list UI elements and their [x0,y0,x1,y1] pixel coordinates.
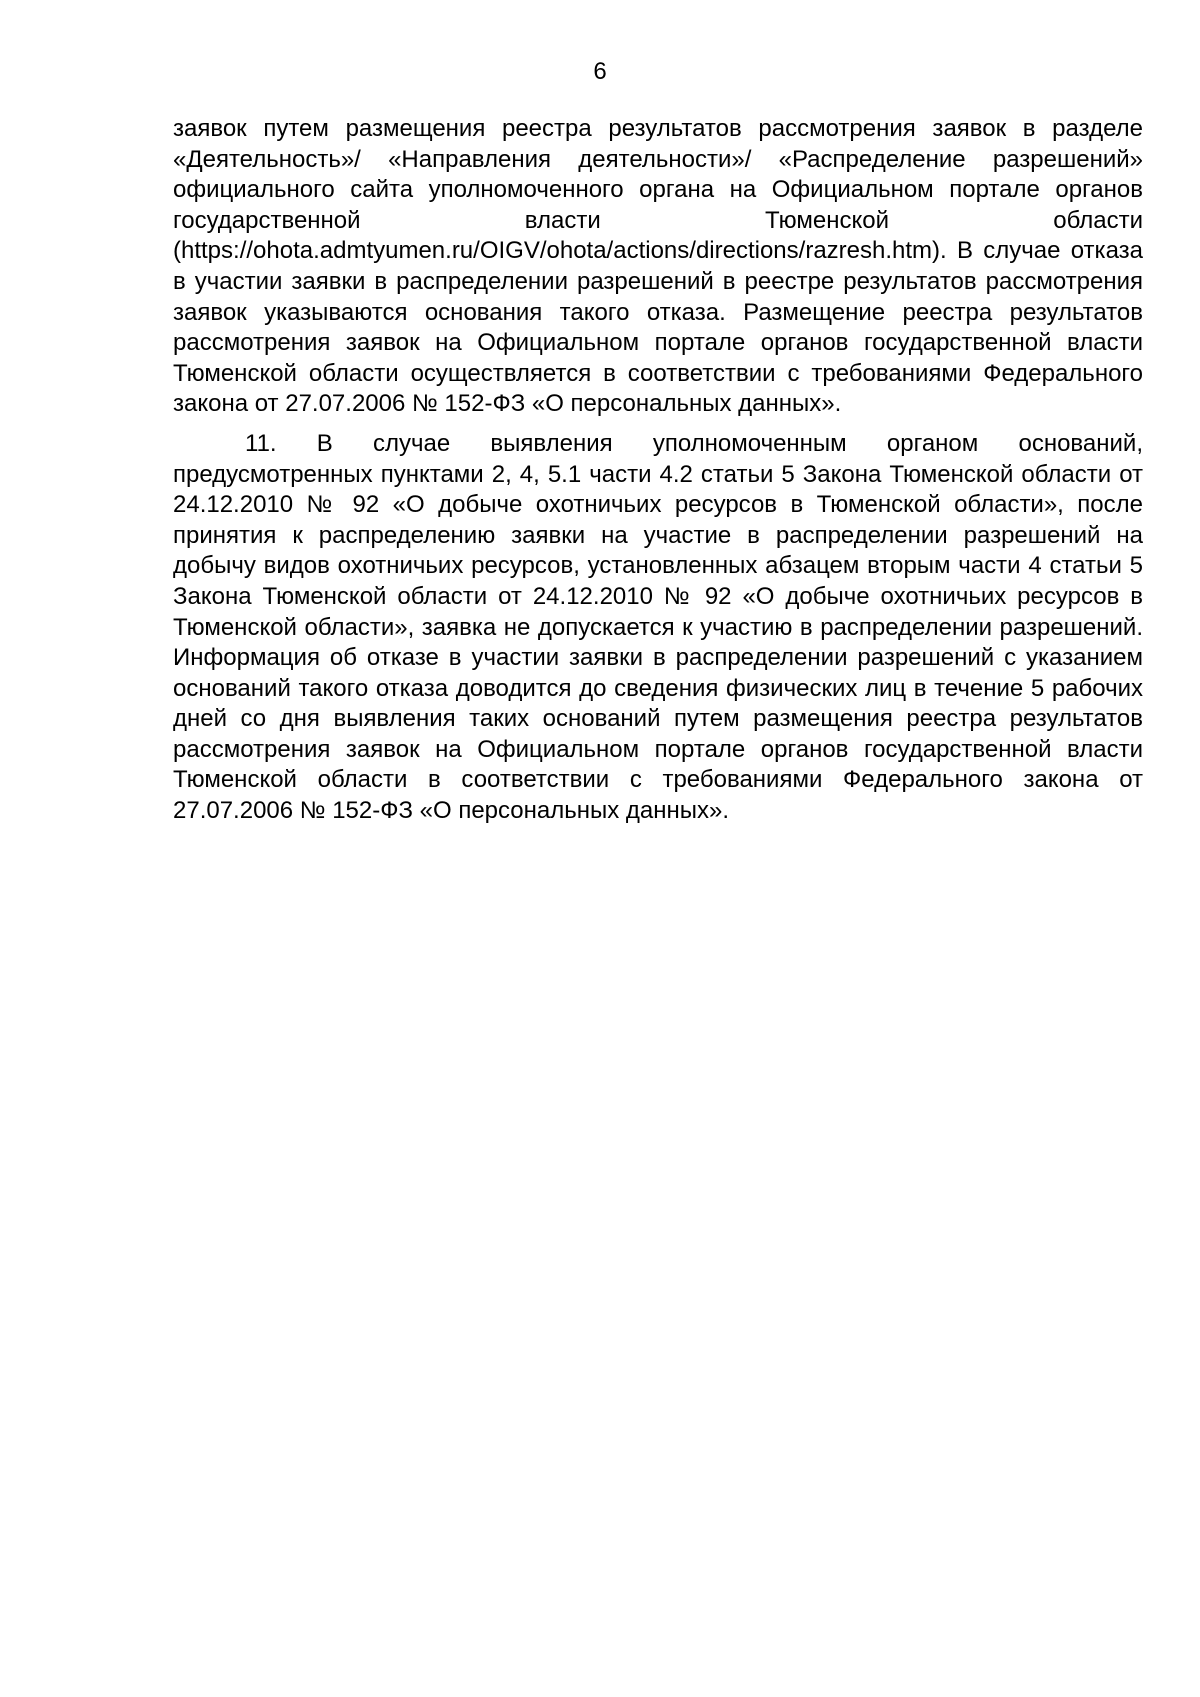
paragraph-continuation: заявок путем размещения реестра результатов рассмотрения заявок в разделе «Деятельность»/ «Направления деятельности»/ «Распределение разрешений» официального сайта уполномоченного органа на Официальном портале органов государственной власти Тюменской области (https://ohota.admtyumen.ru/OIGV/ohota/actions/directions/razresh.htm). В случае отказа в участии заявки в распределении разрешений в реестре результатов рассмотрения заявок указываются основания такого отказа. Размещение реестра результатов рассмотрения заявок на Официальном портале органов государственной власти Тюменской области осуществляется в соответствии с требованиями Федерального закона от 27.07.2006 № 152-ФЗ «О персональных данных». [173,115,1143,418]
document-body [173,114,1143,827]
page-number: 6 [593,58,607,85]
paragraph-item-11: 11. В случае выявления уполномоченным органом оснований, предусмотренных пунктами 2, 4, 5.1 части 4.2 статьи 5 Закона Тюменской области от 24.12.2010 № 92 «О добыче охотничьих ресурсов в Тюменской области», после принятия к распределению заявки на участие в распределении разрешений на добычу видов охотничьих ресурсов, установленных абзацем вторым части 4 статьи 5 Закона Тюменской области от 24.12.2010 № 92 «О добыче охотничьих ресурсов в Тюменской области», заявка не допускается к участию в распределении разрешений. Информация об отказе в участии заявки в распределении разрешений с указанием оснований такого отказа доводится до сведения физических лиц в течение 5 рабочих дней со дня выявления таких оснований путем размещения реестра результатов рассмотрения заявок на Официальном портале органов государственной власти Тюменской области в соответствии с требованиями Федерального закона от 27.07.2006 № 152-ФЗ «О персональных данных». [173,429,1143,825]
